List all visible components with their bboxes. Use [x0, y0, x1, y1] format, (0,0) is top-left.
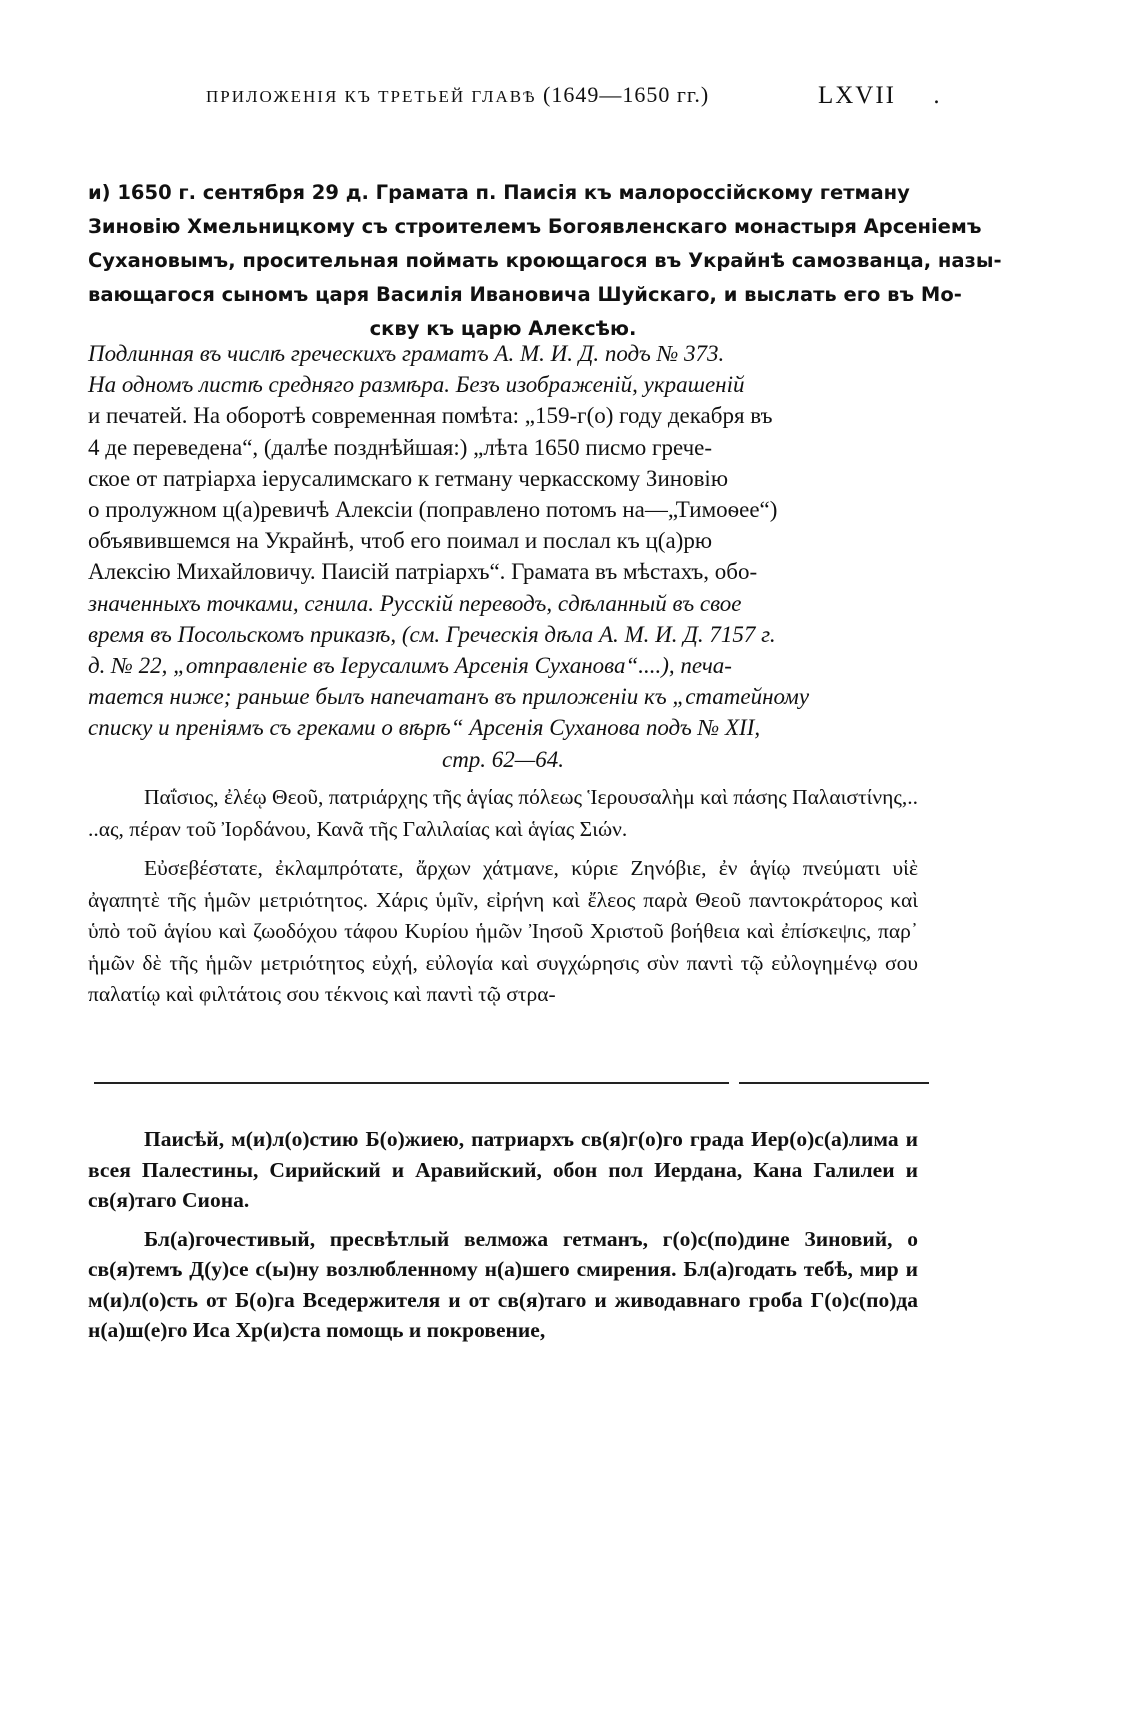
- running-head: [88, 82, 940, 122]
- page-number: LXVII: [817, 82, 896, 109]
- note-text: На одномъ листѣ средняго размѣра. Безъ изображеній, украшеній: [88, 372, 745, 398]
- note-line: и печатей. На оборотѣ современная помѣта: „159-г(о) году декабря въ: [88, 403, 773, 429]
- translation-paragraph: Бл(а)гочестивый, пресвѣтлый велможа гетманъ, г(о)с(по)дине Зиновий, о св(я)темъ Д(у)се с(ы)ну возлюбленному н(а)шего смирения. Бл(а)годать тебѣ, мир и м(и)л(о)сть от Б(о)га Вседержителя и от св(я)таго и живодавнаго гроба Г(о)с(по)да н(а)ш(е)го Иса Хр(и)ста помощь и покровение,: [88, 1226, 918, 1342]
- note-text: значенныхъ точками, сгнила. Русскій переводъ, сдѣланный въ свое: [88, 590, 742, 616]
- note-line: [88, 681, 918, 712]
- note-text: списку и преніямъ съ греками о вѣрѣ“ Арсенія Суханова подъ № XII,: [88, 715, 761, 741]
- note-line: [88, 588, 918, 619]
- heading-line: и) 1650 г. сентября 29 д. Грамата п. Паисія къ малороссійскому гетману: [88, 181, 910, 204]
- note-line: [88, 712, 918, 743]
- greek-text: [88, 782, 918, 1019]
- running-head-years: (1649—1650 гг.): [543, 82, 710, 107]
- source-note: [88, 338, 918, 775]
- note-line: [88, 369, 918, 400]
- greek-paragraph: Εὐσεβέστατε, ἐκλαμπρότατε, ἄρχων χάτμανε, κύριε Ζηνόβιε, ἐν ἁγίῳ πνεύματι υἱὲ ἀγαπητὲ τῆς ἡμῶν μετριότητος. Χάρις ὑμῖν, εἰρήνη καὶ ἔλεος παρὰ Θεοῦ παντοκράτορος καὶ ὑπὸ τοῦ ἁγίου καὶ ζωοδόχου τάφου Κυρίου ἡμῶν Ἰησοῦ Χριστοῦ βοήθεια καὶ ἐπίσκεψις, παρ᾽ ἡμῶν δὲ τῆς ἡμῶν μετριότητος εὐχή, εὐλογία καὶ συγχώρησις σὺν παντὶ τῷ εὐλογημένῳ σου παλατίῳ καὶ φιλτάτοις σου τέκνοις καὶ παντὶ τῷ στρα-: [88, 856, 918, 1006]
- running-head-title: [206, 82, 709, 108]
- russian-translation: [88, 1124, 918, 1354]
- note-line: о пролужном ц(а)ревичѣ Алексіи (поправлено потомъ на—„Тимоѳее“): [88, 497, 778, 523]
- note-text: Подлинная въ числѣ греческихъ граматъ А. М. И. Д. подъ № 373.: [88, 341, 725, 366]
- note-text: время въ Посольскомъ приказѣ, (см. Греческія дѣла А. М. И. Д. 7157 г.: [88, 621, 776, 647]
- note-text: д. № 22, „отправленіе въ Іерусалимъ Арсенія Суханова“....), печа-: [88, 653, 732, 679]
- note-line: ское от патріарха іерусалимскаго к гетману черкасскому Зиновію: [88, 465, 729, 491]
- note-line: [88, 650, 918, 681]
- note-line: [88, 338, 918, 369]
- note-line: [88, 619, 918, 650]
- divider-line: [94, 1082, 729, 1084]
- note-text: стр. 62—64.: [441, 746, 565, 772]
- heading-line: Сухановымъ, просительная поймать кроющагося въ Украйнѣ самозванца, назы-: [88, 249, 1002, 272]
- translation-paragraph: Паисѣй, м(и)л(о)стию Б(о)жиею, патриархъ св(я)г(о)го града Иер(о)с(а)лима и всея Палестины, Сирийский и Аравийский, обон пол Иердана, Кана Галилеи и св(я)таго Сиона.: [88, 1127, 918, 1212]
- running-head-title-text: ПРИЛОЖЕНІЯ КЪ ТРЕТЬЕЙ ГЛАВѢ: [206, 87, 537, 106]
- page-dot: .: [933, 84, 940, 109]
- heading-line: Зиновію Хмельницкому съ строителемъ Богоявленскаго монастыря Арсеніемъ: [88, 215, 982, 238]
- note-line: 4 де переведена“, (далѣе позднѣйшая:) „лѣта 1650 писмо грече-: [88, 434, 713, 460]
- heading-line: вающагося сыномъ царя Василія Ивановича Шуйскаго, и выслать его въ Мо-: [88, 283, 962, 306]
- document-heading: [88, 176, 1002, 346]
- document-page: [88, 0, 1002, 1711]
- note-line: Алексію Михайловичу. Паисій патріархъ“. Грамата въ мѣстахъ, обо-: [88, 559, 758, 585]
- heading-line: скву къ царю Алексѣю.: [369, 317, 637, 340]
- note-line: объявившемся на Украйнѣ, чтоб его поимал и послал къ ц(а)рю: [88, 528, 712, 554]
- greek-paragraph: Παΐσιος, ἐλέῳ Θεοῦ, πατριάρχης τῆς ἁγίας πόλεως Ἱερουσαλὴμ καὶ πάσης Παλαιστίνης,.. ..ας, πέραν τοῦ Ἰορδάνου, Κανᾶ τῆς Γαλιλαίας καὶ ἁγίας Σιών.: [88, 785, 918, 841]
- divider-line: [739, 1082, 929, 1084]
- note-line: [88, 744, 918, 775]
- note-text: тается ниже; раньше былъ напечатанъ въ приложеніи къ „статейному: [88, 684, 810, 710]
